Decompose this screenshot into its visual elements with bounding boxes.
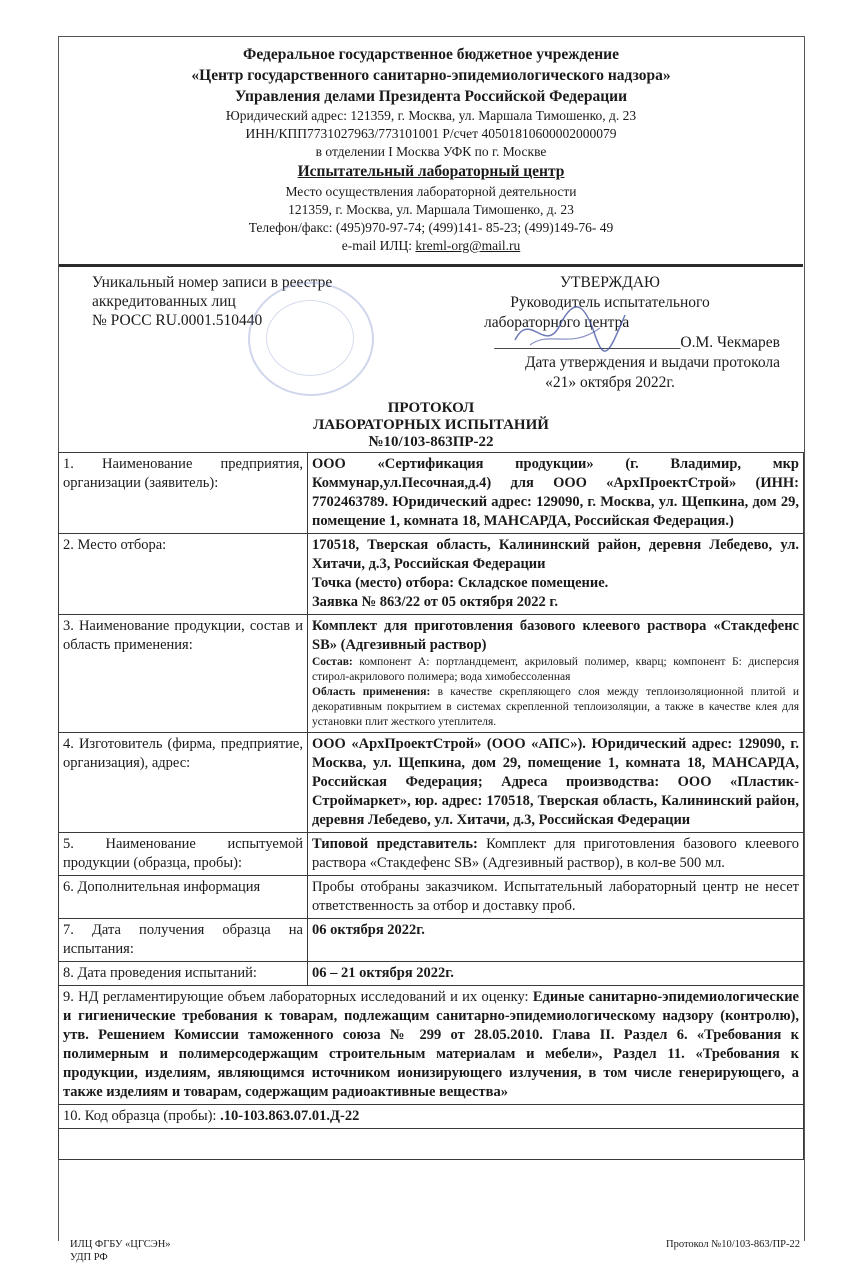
row3-label: 3. Наименование продукции, состав и область применения: [59, 615, 308, 733]
composition-label: Состав: [312, 656, 353, 668]
table-row [59, 534, 804, 615]
protocol-table [58, 452, 804, 1160]
sampling-point: Точка (место) отбора: Складское помещение. [312, 575, 609, 591]
lab-address: 121359, г. Москва, ул. Маршала Тимошенко, д. 23 [288, 202, 574, 217]
row4-label: 4. Изготовитель (фирма, предприятие, организация), адрес: [59, 733, 308, 833]
email-label: e-mail ИЛЦ: [341, 238, 416, 253]
org-name-line1: Федеральное государственное бюджетное учреждение [243, 46, 619, 63]
sample-type-label: Типовой представитель: [312, 836, 478, 852]
registry-number: № РОСС RU.0001.510440 [92, 312, 263, 329]
org-name-line2: «Центр государственного санитарно-эпидемиологического надзора» [191, 67, 671, 84]
title-line2: ЛАБОРАТОРНЫХ ИСПЫТАНИЙ [313, 417, 549, 433]
title-line1: ПРОТОКОЛ [387, 400, 475, 416]
table-row [59, 919, 804, 962]
protocol-number: №10/103-863ПР-22 [368, 434, 494, 450]
row3-value [308, 615, 804, 733]
header-divider [59, 264, 803, 267]
row6-label: 6. Дополнительная информация [59, 876, 308, 919]
composition-text: компонент А: портландцемент, акриловый полимер, кварц; компонент Б: дисперсия стирол-акрилового полимера; вода химобессоленная [312, 656, 799, 683]
row2-value [308, 534, 804, 615]
table-row [59, 962, 804, 986]
table-row [59, 1129, 804, 1160]
approver-name: ________________________О.М. Чекмарев [494, 334, 780, 351]
footer-left [70, 1238, 171, 1264]
row6-value: Пробы отобраны заказчиком. Испытательный лабораторный центр не несет ответственность за отбор и доставку проб. [308, 876, 804, 919]
sampling-address: 170518, Тверская область, Калининский район, деревня Лебедево, ул. Хитачи, д.3, Российская Федерации [312, 537, 799, 572]
row10-label: 10. Код образца (пробы): [63, 1108, 221, 1124]
application-label: Область применения: [312, 686, 431, 698]
product-application [312, 685, 799, 730]
product-name: Комплект для приготовления базового клеевого раствора «Стакдефенс SB» (Адгезивный раствор) [312, 618, 799, 653]
table-row [59, 453, 804, 534]
lab-title: Испытательный лабораторный центр [297, 163, 565, 180]
sample-description: Комплект для приготовления базового клеевого раствора «Стакдефенс SB» (Адгезивный раствор), в кол-ве 500 мл. [312, 836, 799, 871]
request-number: Заявка № 863/22 от 05 октября 2022 г. [312, 594, 558, 610]
email-link[interactable]: kreml-org@mail.ru [415, 238, 521, 253]
row10-sample-code [59, 1105, 804, 1129]
email-line [59, 237, 803, 255]
row10-value: .10-103.863.07.01.Д-22 [220, 1108, 360, 1124]
lab-activity-label: Место осуществления лабораторной деятельности [285, 184, 577, 199]
table-row [59, 615, 804, 733]
registry-line1: Уникальный номер записи в реестре [92, 274, 333, 291]
row9-normative-docs [59, 986, 804, 1105]
org-name-line3: Управления делами Президента Российской Федерации [234, 88, 628, 105]
table-row [59, 876, 804, 919]
letterhead [59, 44, 803, 255]
approval-date-label: Дата утверждения и выдачи протокола [524, 354, 780, 371]
row-empty [59, 1129, 804, 1160]
row1-value: ООО «Сертификация продукции» (г. Владимир, мкр Коммунар,ул.Песочная,д.4) для ООО «АрхПроектСтрой» (ИНН: 7702463789. Юридический адрес: 129090, г. Москва, ул. Щепкина, дом 29, помещение 1, комната 18, МАНСАРДА, Российская Федерация.) [308, 453, 804, 534]
legal-address: Юридический адрес: 121359, г. Москва, ул. Маршала Тимошенко, д. 23 [225, 108, 637, 123]
stamp-seal-inner [266, 300, 354, 376]
row1-label: 1. Наименование предприятия, организации (заявитель): [59, 453, 308, 534]
table-row [59, 833, 804, 876]
row2-label: 2. Место отбора: [59, 534, 308, 615]
bank-details: ИНН/КПП7731027963/773101001 Р/счет 40501810600002000079 [245, 126, 617, 141]
application-text: в качестве скрепляющего слоя между теплоизоляционной плитой и декоративным покрытием в системах скрепленной теплоизоляции, а также в качестве клея для установки плит жесткого утеплителя. [312, 686, 799, 728]
approver-role1: Руководитель испытательного [510, 294, 710, 311]
approver-role2: лабораторного центра [484, 314, 630, 331]
row5-label: 5. Наименование испытуемой продукции (образца, пробы): [59, 833, 308, 876]
bank-branch: в отделении I Москва УФК по г. Москве [315, 144, 547, 159]
protocol-title [59, 400, 803, 451]
row8-value: 06 – 21 октября 2022г. [308, 962, 804, 986]
row7-value: 06 октября 2022г. [308, 919, 804, 962]
approve-heading: УТВЕРЖДАЮ [560, 274, 660, 291]
row7-label: 7. Дата получения образца на испытания: [59, 919, 308, 962]
approval-date: «21» октября 2022г. [545, 374, 675, 391]
row9-value: Единые санитарно-эпидемиологические и гигиенические требования к товарам, подлежащим санитарно-эпидемиологическому надзору (контролю), утв. Решением Комиссии таможенного союза № 299 от 28.05.2010. Глава II. Раздел 6. «Требования к полимерным и полимерсодержащим строительным материалам и мебели», Раздел 11. «Требования к продукции, изделиям, являющимся источником ионизирующего излучения, в том числе генерирующего, а также изделиям и товарам, содержащим радиоактивные вещества» [63, 989, 799, 1100]
row5-value [308, 833, 804, 876]
row9-label: 9. НД регламентирующие объем лабораторных исследований и их оценку: [63, 989, 533, 1005]
footer-protocol-number: Протокол №10/103-863/ПР-22 [666, 1239, 800, 1250]
table-row [59, 986, 804, 1105]
footer-org: ИЛЦ ФГБУ «ЦГСЭН» [70, 1239, 171, 1250]
phone-fax: Телефон/факс: (495)970-97-74; (499)141- 85-23; (499)149-76- 49 [248, 220, 614, 235]
row8-label: 8. Дата проведения испытаний: [59, 962, 308, 986]
registry-line2: аккредитованных лиц [92, 293, 236, 310]
product-composition [312, 655, 799, 685]
footer-dept: УДП РФ [70, 1252, 108, 1263]
signature-icon [510, 300, 630, 360]
table-row [59, 1105, 804, 1129]
row4-value: ООО «АрхПроектСтрой» (ООО «АПС»). Юридический адрес: 129090, г. Москва, ул. Щепкина, дом 29, помещение 1, комната 18, МАНСАРДА, Российская Федерация; Адреса производства: ООО «Пластик-Строймаркет», юр. адрес: 170518, Тверская область, Калининский район, деревня Лебедево, ул. Хитачи, д.3, Российская Федерации [308, 733, 804, 833]
table-row [59, 733, 804, 833]
